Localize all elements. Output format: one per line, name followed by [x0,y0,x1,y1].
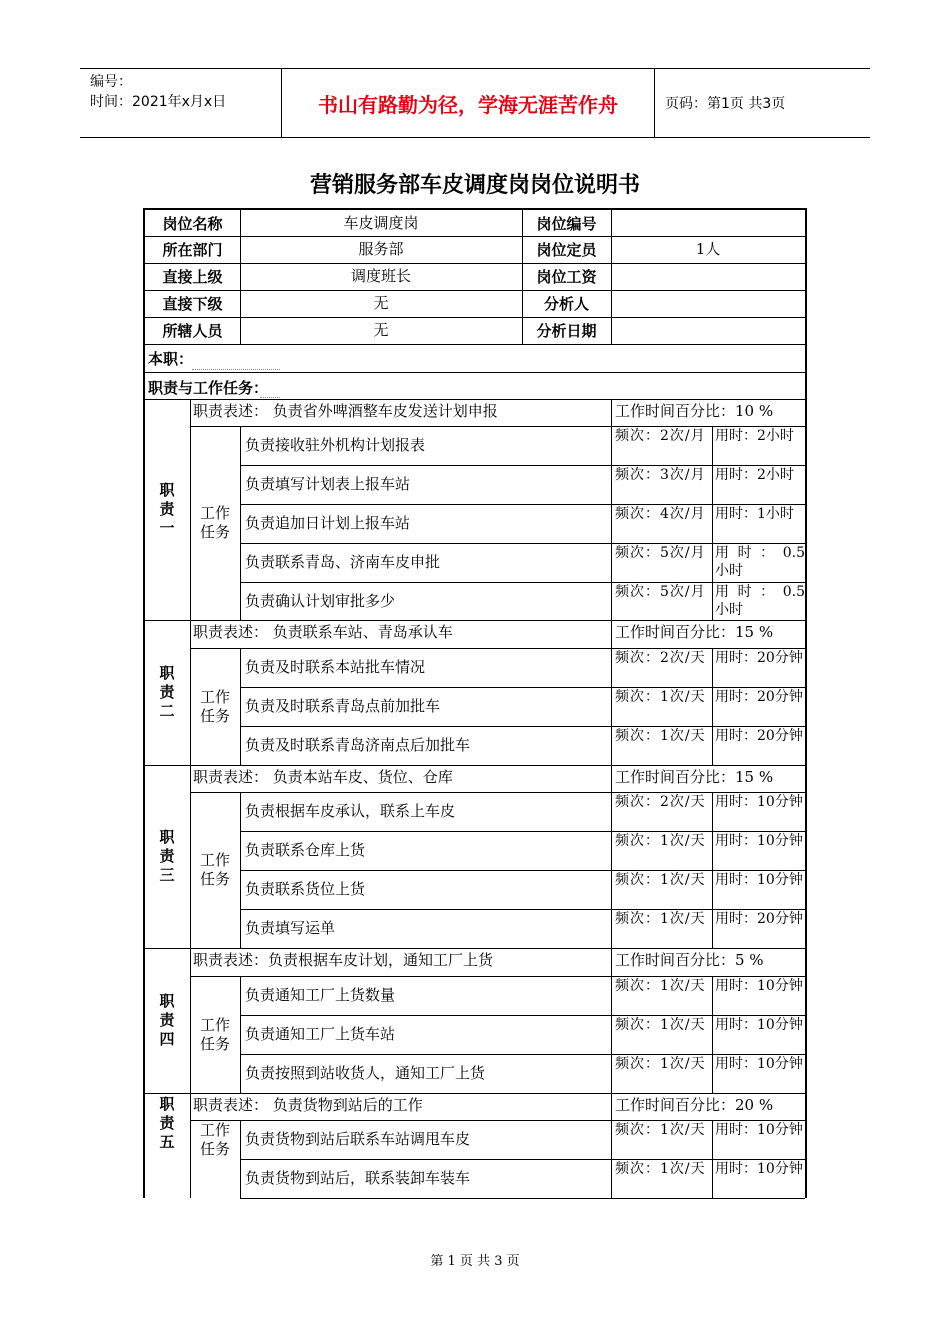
task-description: 负责按照到站收货人，通知工厂上货 [245,1064,486,1082]
info-value: 调度班长 [350,267,411,285]
task-duration: 用时：20分钟 [715,689,803,705]
rule-line [611,792,612,948]
document-title: 营销服务部车皮调度岗岗位说明书 [309,173,640,198]
info-value: 无 [373,294,389,312]
rule-line [145,948,805,949]
task-frequency: 频次：5次/月 [615,545,706,561]
dotted-fill [260,396,280,398]
number-label: 编号： [90,74,132,90]
task-frequency: 频次：3次/月 [615,467,706,483]
info-value: 1人 [695,240,721,258]
duty-percent: 工作时间百分比：15 % [615,623,774,641]
info-label: 岗位定员 [536,241,597,259]
duty-name-char: 职 [159,1095,175,1113]
info-value: 服务部 [358,240,404,258]
task-duration: 用时：10分钟 [715,1056,803,1072]
info-value [611,317,805,344]
task-duration: 用时：10分钟 [715,1122,803,1138]
info-label: 岗位名称 [162,214,223,233]
duty-name-char: 三 [159,866,175,884]
task-frequency: 频次：1次/天 [615,1056,706,1072]
rule-line [145,399,805,400]
task-duration: 用 时 ： 0.5小时 [715,545,805,579]
task-duration: 用 时 ： 0.5小时 [715,584,805,618]
task-description: 负责根据车皮承认，联系上车皮 [245,802,456,820]
task-frequency: 频次：1次/天 [615,1161,706,1177]
task-duration: 用时：10分钟 [715,872,803,888]
rule-line [190,399,191,620]
rule-line [145,372,805,373]
task-duration: 用时：10分钟 [715,1161,803,1177]
task-label: 工作 [199,688,230,706]
task-frequency: 频次：2次/天 [615,794,706,810]
rule-line [240,976,241,1093]
rule-line [611,620,612,648]
rule-line [240,648,241,765]
duty-name-char: 一 [159,519,175,537]
motto: 书山有路勤为径，学海无涯苦作舟 [282,69,655,137]
info-label: 分析日期 [536,322,597,340]
duty-name-char: 职 [159,664,175,682]
info-value [611,263,805,290]
duty-name-char: 五 [159,1133,175,1151]
task-label: 任务 [199,707,230,725]
rule-line [145,620,805,621]
task-description: 负责接收驻外机构计划报表 [245,436,426,454]
task-duration: 用时：10分钟 [715,978,803,994]
rule-line [611,399,612,426]
rule-line [611,210,612,344]
duty-name-char: 责 [159,1011,175,1029]
duty-percent: 工作时间百分比：15 % [615,768,774,786]
task-description: 负责联系青岛、济南车皮申批 [245,553,441,571]
task-frequency: 频次：1次/天 [615,1017,706,1033]
task-label: 任务 [199,1035,230,1053]
task-description: 负责及时联系本站批车情况 [245,658,426,676]
task-label: 工作 [199,1121,230,1139]
info-value [611,290,805,317]
info-label: 所辖人员 [162,322,223,340]
duty-name-char: 职 [159,481,175,499]
task-label: 任务 [199,523,230,541]
rule-line [240,210,241,344]
duty-name-char: 责 [159,683,175,701]
task-frequency: 频次：2次/月 [615,428,706,444]
info-label: 岗位编号 [536,214,597,233]
task-description: 负责及时联系青岛点前加批车 [245,697,441,715]
task-frequency: 频次：1次/天 [615,833,706,849]
page-header [80,68,870,138]
rule-line [145,344,805,345]
rule-line [611,648,612,765]
task-duration: 用时：20分钟 [715,911,803,927]
task-label: 工作 [199,851,230,869]
task-description: 负责通知工厂上货车站 [245,1025,396,1043]
task-duration: 用时：1小时 [715,506,794,522]
rule-line [712,792,713,948]
task-duration: 用时：10分钟 [715,833,803,849]
duties-label: 职责与工作任务： [148,379,269,397]
task-frequency: 频次：5次/月 [615,584,706,600]
info-value: 无 [373,321,389,339]
rule-line [611,948,612,976]
rule-line [240,1198,805,1199]
page-footer: 第 1 页 共 3 页 [430,1254,520,1269]
task-description: 负责通知工厂上货数量 [245,986,396,1004]
duty-statement: 职责表述：负责根据车皮计划，通知工厂上货 [193,951,494,969]
rule-line [712,976,713,1093]
rule-line [145,1093,805,1094]
header-meta [80,69,282,137]
duty-percent: 工作时间百分比：20 % [615,1096,774,1114]
benzhi-label: 本职： [148,350,194,368]
rule-line [522,210,523,344]
rule-line [712,426,713,620]
info-value: 车皮调度岗 [343,213,419,232]
task-description: 负责联系货位上货 [245,880,366,898]
duty-statement: 职责表述： 负责省外啤酒整车皮发送计划申报 [193,402,498,420]
rule-line [611,426,612,620]
duty-name-char: 二 [159,702,175,720]
rule-line [190,1093,191,1198]
rule-line [611,765,612,792]
rule-line [190,765,191,948]
rule-line [190,948,191,1093]
duty-name-char: 责 [159,500,175,518]
task-frequency: 频次：2次/天 [615,650,706,666]
task-label: 工作 [199,1016,230,1034]
task-label: 任务 [199,1140,230,1158]
task-duration: 用时：10分钟 [715,794,803,810]
page-info: 页码：第1页 共3页 [665,96,786,112]
task-description: 负责货物到站后联系车站调甩车皮 [245,1130,471,1148]
duty-name-char: 职 [159,992,175,1010]
info-label: 分析人 [543,295,589,313]
duty-statement: 职责表述： 负责联系车站、青岛承认车 [193,623,453,641]
task-duration: 用时：2小时 [715,467,794,483]
rule-line [145,765,805,766]
task-duration: 用时：20分钟 [715,728,803,744]
info-label: 岗位工资 [536,268,597,286]
task-duration: 用时：2小时 [715,428,794,444]
duty-statement: 职责表述： 负责本站车皮、货位、仓库 [193,768,453,786]
duty-percent: 工作时间百分比：10 % [615,402,774,420]
duty-name-char: 职 [159,828,175,846]
task-frequency: 频次：4次/月 [615,506,706,522]
info-label: 直接下级 [162,295,223,313]
duty-name-char: 责 [159,1114,175,1132]
job-description-table [143,208,807,1198]
task-frequency: 频次：1次/天 [615,872,706,888]
task-description: 负责联系仓库上货 [245,841,366,859]
task-frequency: 频次：1次/天 [615,689,706,705]
task-duration: 用时：20分钟 [715,650,803,666]
duty-name-char: 责 [159,847,175,865]
rule-line [190,620,191,765]
rule-line [712,1120,713,1198]
rule-line [240,426,241,620]
duty-statement: 职责表述： 负责货物到站后的工作 [193,1096,423,1114]
rule-line [712,648,713,765]
rule-line [611,1120,612,1198]
info-value [611,210,805,236]
task-duration: 用时：10分钟 [715,1017,803,1033]
rule-line [611,1093,612,1120]
task-frequency: 频次：1次/天 [615,978,706,994]
dotted-fill [192,368,280,370]
duty-percent: 工作时间百分比：5 % [615,951,764,969]
info-label: 所在部门 [162,241,223,259]
rule-line [611,976,612,1093]
info-label: 直接上级 [162,268,223,286]
task-frequency: 频次：1次/天 [615,911,706,927]
task-description: 负责确认计划审批多少 [245,591,396,610]
task-frequency: 频次：1次/天 [615,728,706,744]
task-label: 任务 [199,870,230,888]
duty-name-char: 四 [159,1030,175,1048]
task-label: 工作 [199,504,230,522]
task-description: 负责填写运单 [245,919,336,937]
task-description: 负责货物到站后，联系装卸车装车 [245,1169,471,1187]
task-description: 负责及时联系青岛济南点后加批车 [245,736,471,754]
task-description: 负责追加日计划上报车站 [245,514,411,532]
task-frequency: 频次：1次/天 [615,1122,706,1138]
task-description: 负责填写计划表上报车站 [245,475,411,493]
time-label: 时间：2021年x月x日 [90,94,227,110]
